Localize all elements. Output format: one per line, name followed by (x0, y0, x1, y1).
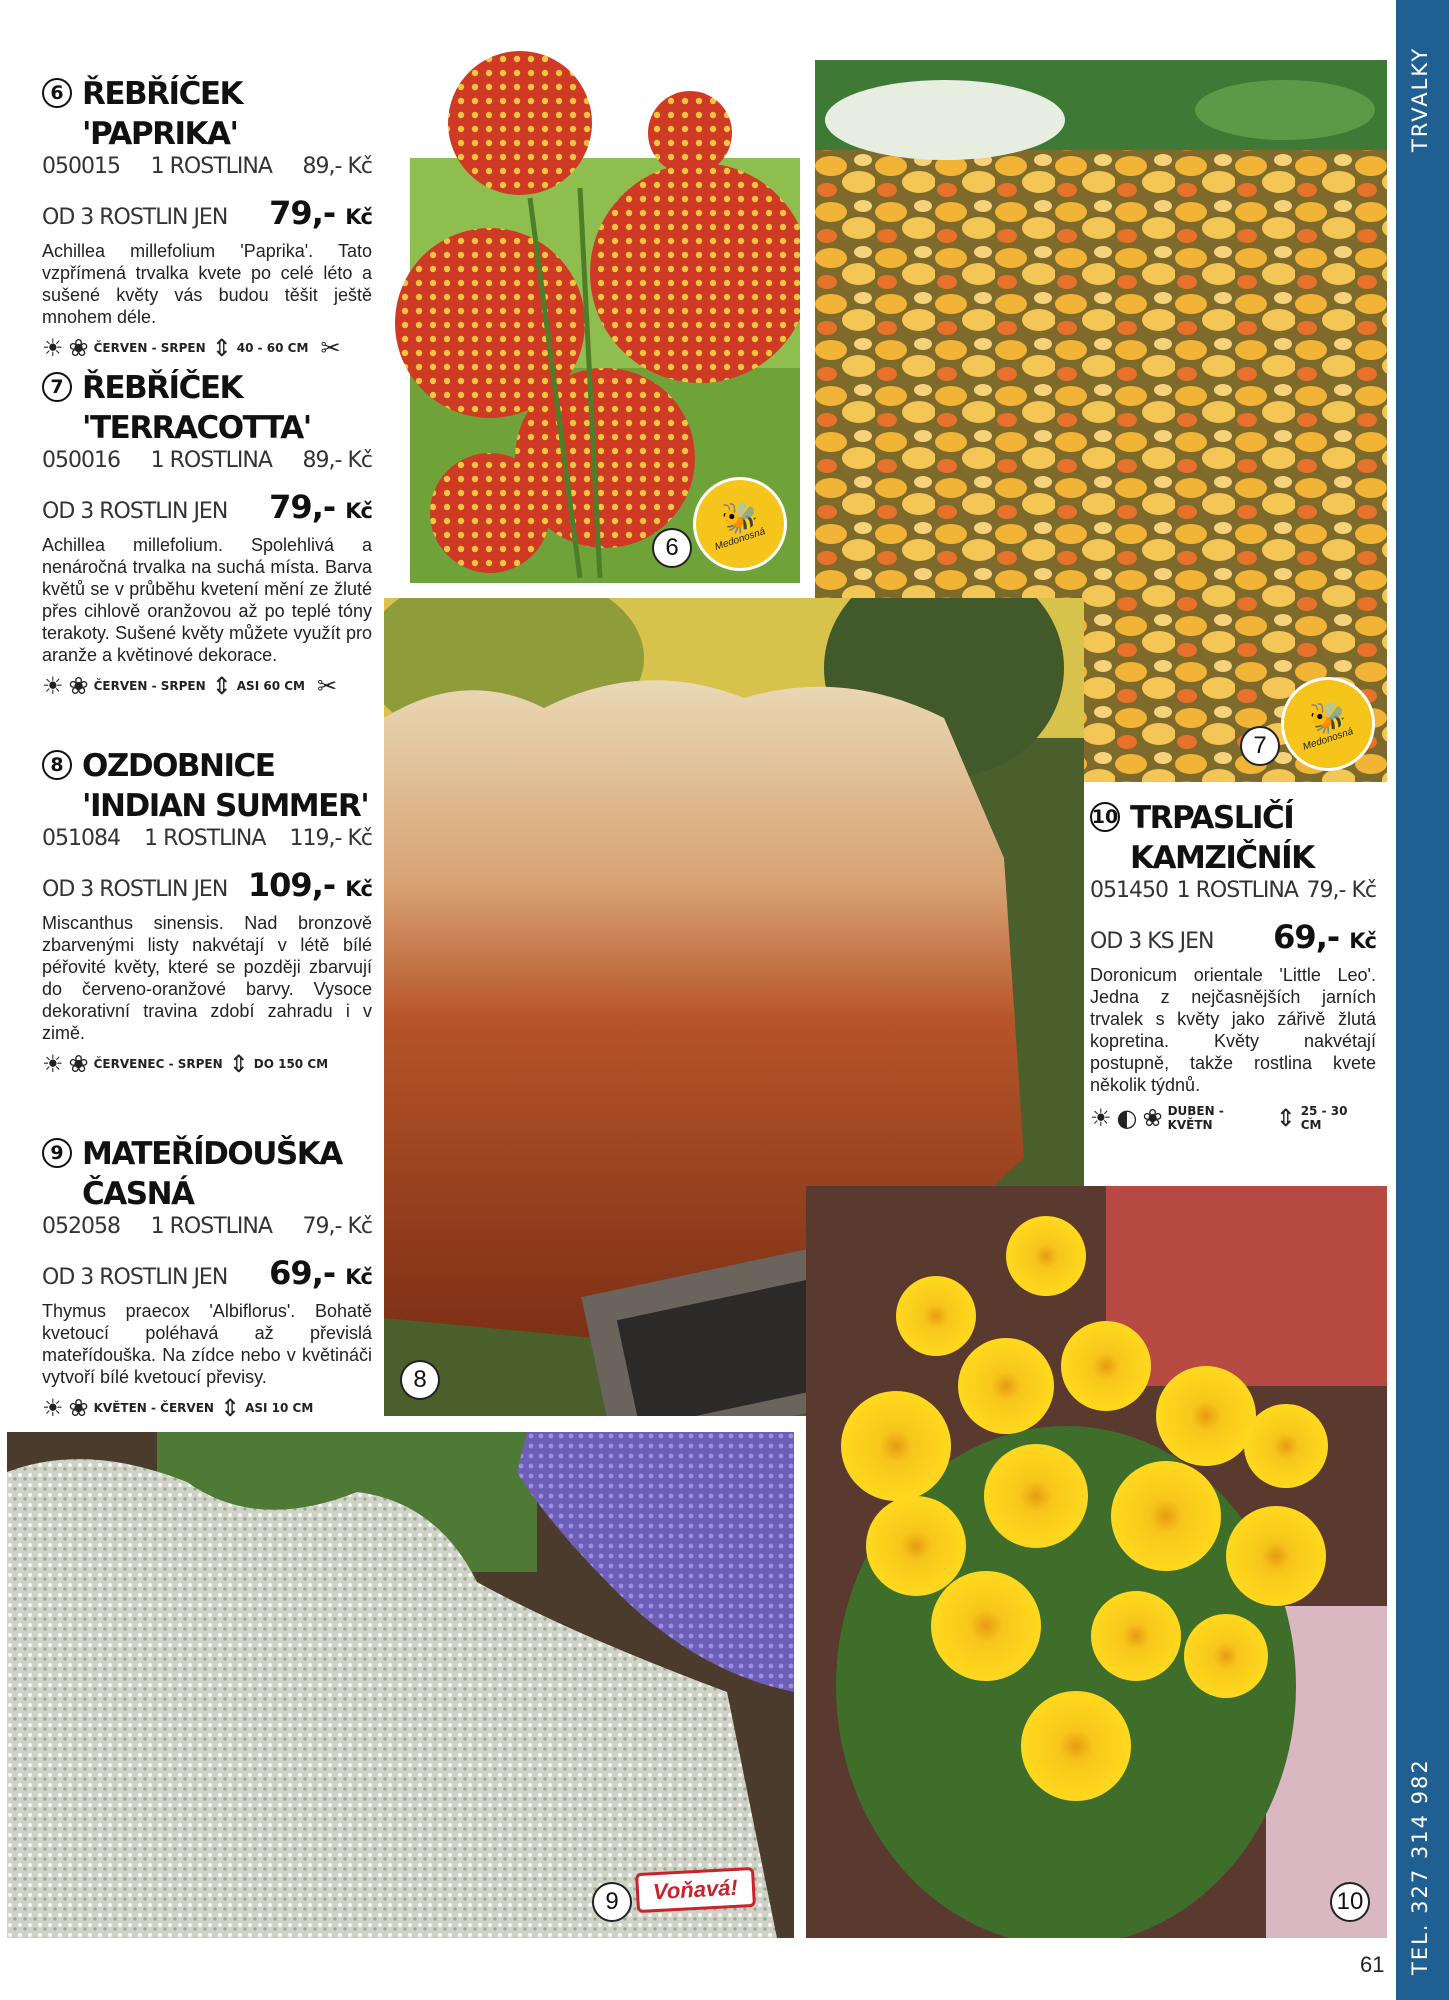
bloom-period: ČERVEN - SRPEN (93, 679, 206, 693)
photo-label-10: 10 (1330, 1882, 1370, 1922)
bulk-label: OD 3 ROSTLIN JEN (42, 1265, 228, 1290)
product-number: 9 (42, 1138, 72, 1168)
price-row (42, 1214, 372, 1254)
hardy-plant-icon: ❀ (68, 1394, 89, 1422)
product-title: 9 MATEŘÍDOUŠKA ČASNÁ (42, 1134, 372, 1214)
product-number: 8 (42, 750, 72, 780)
bulk-price-row (42, 1254, 372, 1294)
bulk-price-row (42, 866, 372, 906)
scissors-icon: ✂ (320, 334, 341, 362)
photo-label-7: 7 (1240, 726, 1280, 766)
product-description: Achillea millefolium 'Paprika'. Tato vzpřímená trvalka kvete po celé léto a sušené květy vás budou těšit ještě mnohem déle. (42, 241, 372, 327)
bulk-price-row (1090, 918, 1376, 958)
plant-height: DO 150 CM (253, 1057, 329, 1071)
unit-price: 89,- Kč (302, 154, 372, 179)
product-description: Achillea millefolium. Spolehlivá a nenáročná trvalka na suchá místa. Barva květů se v průběhu kvetení mění ze žluté přes cihlově oranžovou až po teplé tóny terakoty. Sušené květy můžete využít pro aranže a květinové dekorace. (42, 535, 372, 665)
sun-icon: ☀ (1090, 1104, 1112, 1132)
product-title: 7 ŘEBŘÍČEK 'TERRACOTTA' (42, 368, 372, 448)
product-entry-10 (1090, 798, 1376, 1132)
fragrant-badge: Voňavá! (635, 1867, 756, 1913)
bee-badge-7: 🐝 Medonosná (1284, 680, 1372, 768)
unit-price: 119,- Kč (289, 826, 372, 851)
plant-height: ASI 10 CM (245, 1401, 314, 1415)
product-entry-6 (42, 74, 372, 360)
product-title: 6 ŘEBŘÍČEK 'PAPRIKA' (42, 74, 372, 154)
care-icons (1090, 1104, 1376, 1132)
unit-label: 1 ROSTLINA (144, 826, 266, 851)
hardy-plant-icon: ❀ (68, 1050, 89, 1078)
price-row (1090, 878, 1376, 918)
bulk-price: 79,- Kč (269, 194, 372, 232)
hardy-plant-icon: ❀ (68, 334, 89, 362)
care-icons (42, 1396, 372, 1420)
sun-icon: ☀ (42, 1050, 64, 1078)
bulk-price: 69,- Kč (1273, 918, 1376, 956)
photo-product-10 (806, 1186, 1387, 1938)
bloom-period: DUBEN - KVĚTN (1167, 1104, 1224, 1132)
hardy-plant-icon: ❀ (1142, 1104, 1163, 1132)
bee-icon: 🐝 (721, 501, 759, 535)
unit-label: 1 ROSTLINA (150, 448, 272, 473)
bee-badge-6: 🐝 Medonosná (696, 480, 784, 568)
product-description: Thymus praecox 'Albiflorus'. Bohatě kvetoucí poléhavá až převislá mateřídouška. Na zídce nebo v květináči vytvoří bílé kvetoucí převisy. (42, 1301, 372, 1387)
product-code: 050016 (42, 448, 120, 473)
care-icons (42, 674, 372, 698)
product-number: 10 (1090, 802, 1120, 832)
care-icons (42, 336, 372, 360)
price-row (42, 826, 372, 866)
product-entry-8 (42, 746, 372, 1076)
unit-label: 1 ROSTLINA (1176, 878, 1298, 903)
price-row (42, 448, 372, 488)
unit-label: 1 ROSTLINA (150, 154, 272, 179)
bee-icon: 🐝 (1309, 701, 1347, 735)
sun-icon: ☀ (42, 334, 64, 362)
bloom-period: ČERVEN - SRPEN (93, 341, 206, 355)
bulk-price: 79,- Kč (269, 488, 372, 526)
product-number: 7 (42, 372, 72, 402)
price-row (42, 154, 372, 194)
product-code: 050015 (42, 154, 120, 179)
photo-product-9 (7, 1432, 794, 1938)
plant-height: 25 - 30 CM (1300, 1104, 1348, 1132)
product-number: 6 (42, 78, 72, 108)
unit-label: 1 ROSTLINA (150, 1214, 272, 1239)
height-arrow-icon: ⇕ (211, 672, 232, 700)
product-code: 051450 (1090, 878, 1168, 903)
product-title: 8 OZDOBNICE 'INDIAN SUMMER' (42, 746, 372, 826)
unit-price: 89,- Kč (302, 448, 372, 473)
product-description: Doronicum orientale 'Little Leo'. Jedna z nejčasnějších jarních trvalek s květy jako zářivě žlutá kopretina. Květy nakvétají postupně, takže rostlina kvete několik týdnů. (1090, 965, 1376, 1095)
bulk-price: 109,- Kč (247, 866, 372, 904)
photo-label-8: 8 (400, 1360, 440, 1400)
page-number: 61 (1360, 1952, 1385, 1977)
plant-height: ASI 60 CM (236, 679, 305, 693)
care-icons (42, 1052, 372, 1076)
bloom-period: KVĚTEN - ČERVEN (93, 1401, 214, 1415)
height-arrow-icon: ⇕ (228, 1050, 249, 1078)
sun-icon: ☀ (42, 672, 64, 700)
phone-number: TEL. 327 314 982 (1408, 1758, 1432, 1975)
height-arrow-icon: ⇕ (1275, 1104, 1296, 1132)
half-shade-icon: ◐ (1116, 1104, 1138, 1132)
product-code: 052058 (42, 1214, 120, 1239)
bulk-price-row (42, 194, 372, 234)
photo-label-9: 9 (592, 1882, 632, 1922)
scissors-icon: ✂ (316, 672, 338, 700)
product-entry-9 (42, 1134, 372, 1420)
photo-label-6: 6 (652, 528, 692, 568)
product-code: 051084 (42, 826, 120, 851)
unit-price: 79,- Kč (302, 1214, 372, 1239)
sun-icon: ☀ (42, 1394, 64, 1422)
product-description: Miscanthus sinensis. Nad bronzově zbarvenými listy nakvétají v létě bílé péřovité květy, které se později zbarvují do červeno-oranžové barvy. Vysoce dekorativní travina zdobí zahradu i v zimě. (42, 913, 372, 1043)
height-arrow-icon: ⇕ (211, 334, 232, 362)
sidebar-bar (1396, 0, 1449, 2000)
product-title: 10 TRPASLIČÍ KAMZIČNÍK (1091, 800, 1314, 876)
bloom-period: ČERVENEC - SRPEN (93, 1057, 223, 1071)
bulk-label: OD 3 ROSTLIN JEN (42, 205, 228, 230)
bulk-price: 69,- Kč (269, 1254, 372, 1292)
hardy-plant-icon: ❀ (68, 672, 89, 700)
unit-price: 79,- Kč (1306, 878, 1376, 903)
section-label: TRVALKY (1408, 46, 1432, 152)
bulk-label: OD 3 KS JEN (1090, 929, 1214, 954)
bulk-label: OD 3 ROSTLIN JEN (42, 877, 228, 902)
bulk-price-row (42, 488, 372, 528)
product-entry-7 (42, 368, 372, 698)
bulk-label: OD 3 ROSTLIN JEN (42, 499, 228, 524)
height-arrow-icon: ⇕ (219, 1394, 241, 1422)
plant-height: 40 - 60 CM (236, 341, 309, 355)
